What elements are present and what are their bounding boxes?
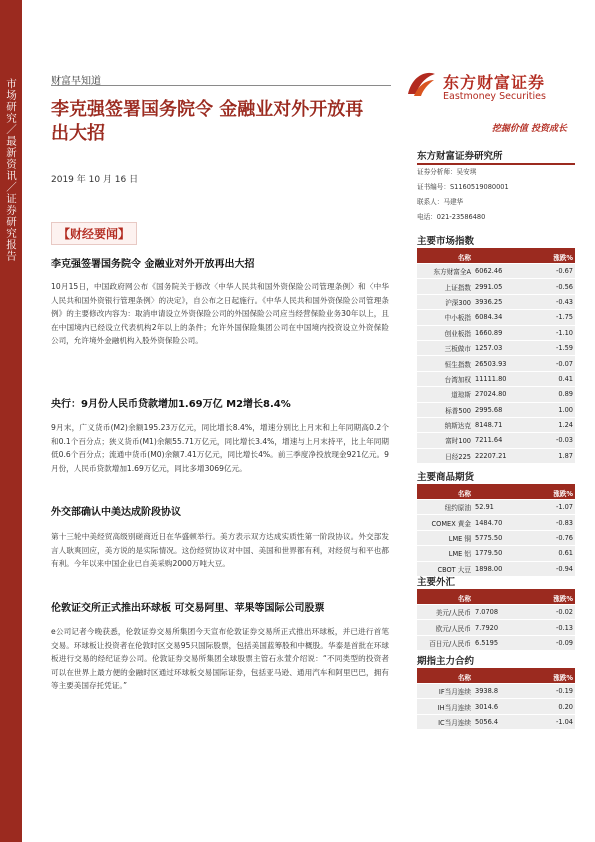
header-cell: 名称 (417, 670, 473, 684)
row-name: 纽约原油 (417, 500, 473, 515)
row-value: 27024.80 (473, 387, 525, 402)
table-header-row (417, 250, 575, 264)
brand-name-en: Eastmoney Securities (443, 91, 546, 102)
row-name: CBOT 大豆 (417, 561, 473, 576)
brand-logo-icon (404, 68, 438, 100)
row-name: 纳斯达克 (417, 417, 473, 432)
row-change: -0.67 (525, 264, 575, 279)
table-row (417, 294, 575, 309)
row-name: IC当月连续 (417, 714, 473, 729)
row-name: 上证指数 (417, 279, 473, 294)
row-value: 5775.50 (473, 530, 525, 545)
news-headline-3: 外交部确认中美达成阶段协议 (51, 507, 181, 518)
analyst-org: 东方财富证券研究所 (417, 150, 575, 165)
fx-table (417, 591, 575, 651)
row-value: 3014.6 (473, 699, 525, 714)
row-change: -0.03 (525, 433, 575, 448)
news-body-3: 第十三轮中美经贸高级别磋商近日在华盛顿举行。美方表示双方达成实质性第一阶段协议。外交部发言人耿爽回应，美方说的是实际情况。这份经贸协议对中国、美国和世界都有利，对经贸与和平也都有利。今年以来中国企业已自美采购2000万吨大豆。 (51, 532, 389, 569)
row-value: 1898.00 (473, 561, 525, 576)
row-change: -1.10 (525, 325, 575, 340)
header-cell: 涨跌% (525, 250, 575, 264)
row-value: 1484.70 (473, 515, 525, 530)
row-value: 5056.4 (473, 714, 525, 729)
row-value: 3936.25 (473, 294, 525, 309)
row-change: -0.83 (525, 515, 575, 530)
table-row (417, 433, 575, 448)
row-value: 2995.68 (473, 402, 525, 417)
row-change: 0.20 (525, 699, 575, 714)
row-name: 三板做市 (417, 340, 473, 355)
row-change: -0.94 (525, 561, 575, 576)
title-divider (51, 85, 391, 86)
table-row (417, 310, 575, 325)
row-change: -0.09 (525, 635, 575, 650)
table-header-row (417, 486, 575, 500)
table-row (417, 561, 575, 576)
news-body-1: 10月15日，中国政府网公布《国务院关于修改〈中华人民共和国外资保险公司管理条例〉和〈中华人民共和国外资银行管理条例〉的决定》，自公布之日起施行。《中华人民共和国外资保险公司管理条例》的主要修改内容为：取消申请设立外资保险公司的外国保险公司应当经营保险业务30年以上，且在中国境内已经设立代表机构2年以上的条件；允许外国保险集团公司在中国境内投资设立外资保险公司，允许境外金融机构入股外资保险公司。 (51, 282, 389, 346)
header-cell (473, 591, 525, 605)
header-cell: 名称 (417, 250, 473, 264)
table-row (417, 714, 575, 729)
table-row (417, 387, 575, 402)
commodity-box (417, 471, 575, 577)
news-body-2: 9月末，广义货币(M2)余额195.23万亿元，同比增长8.4%，增速分别比上月末和上年同期高0.2个和0.1个百分点；狭义货币(M1)余额55.71万亿元，同比增长3.4%，增速与上月末持平，比上年同期低0.6个百分点；流通中货币(M0)余额7.41万亿元，同比增长4%。前三季度净投放现金921亿元。9月份，人民币贷款增加1.69万亿元，同比多增3069亿元。 (51, 423, 389, 473)
row-name: 标普500 (417, 402, 473, 417)
sidebar-category-text: 市场研究／最新资讯／证券研究报告 (5, 78, 17, 262)
row-change: 1.00 (525, 402, 575, 417)
row-change: -0.76 (525, 530, 575, 545)
table-row (417, 530, 575, 545)
table-row (417, 546, 575, 561)
table-row (417, 699, 575, 714)
futures-title: 期指主力合约 (417, 655, 575, 670)
news-headline-2: 央行：9月份人民币贷款增加1.69万亿 M2增长8.4% (51, 399, 291, 410)
table-row (417, 325, 575, 340)
table-header-row (417, 591, 575, 605)
row-value: 11111.80 (473, 371, 525, 386)
row-change: -0.19 (525, 684, 575, 699)
table-row (417, 264, 575, 279)
row-name: 道琼斯 (417, 387, 473, 402)
news-headline-4: 伦敦证交所正式推出环球板 可交易阿里、苹果等国际公司股票 (51, 603, 325, 614)
row-value: 7.7920 (473, 620, 525, 635)
table-row (417, 635, 575, 650)
header-cell: 名称 (417, 486, 473, 500)
commodity-title: 主要商品期货 (417, 471, 575, 486)
analyst-line: 联系人：马建华 (417, 198, 464, 206)
fx-box (417, 576, 575, 651)
analyst-line: 证书编号：S1160519080001 (417, 183, 509, 191)
news-body-4: e公司记者今晚获悉，伦敦证券交易所集团今天宣布伦敦证券交易所正式推出环球板，并已进行首笔交易。环球板让投资者在伦敦时区交易95只国际股票，包括美国蓝筹股和中概股。华泰是首批在环球板进行交易的经纪证券公司。伦敦证券交易所集团全球股票主管石永萱介绍说：“不同类型的投资者可以在世界上最方便的金融时区通过环球板交易国际证券，包括亚马逊、通用汽车和阿里巴巴，拥有等主要美国存托凭证。” (51, 627, 389, 691)
row-value: 7211.64 (473, 433, 525, 448)
row-change: -0.02 (525, 605, 575, 620)
commodity-table (417, 486, 575, 577)
row-change: -0.13 (525, 620, 575, 635)
row-value: 3938.8 (473, 684, 525, 699)
table-row (417, 371, 575, 386)
report-date: 2019 年 10 月 16 日 (51, 175, 139, 185)
row-value: 1779.50 (473, 546, 525, 561)
row-change: -0.56 (525, 279, 575, 294)
table-row (417, 340, 575, 355)
page-title: 李克强签署国务院令 金融业对外开放再出大招 (51, 99, 364, 144)
brand-slogan: 挖掘价值 投资成长 (491, 124, 567, 134)
row-value: 6062.46 (473, 264, 525, 279)
row-change: 1.24 (525, 417, 575, 432)
row-value: 1660.89 (473, 325, 525, 340)
row-value: 1257.03 (473, 340, 525, 355)
row-change: 1.87 (525, 448, 575, 463)
table-row (417, 448, 575, 463)
futures-box (417, 655, 575, 730)
header-cell: 名称 (417, 591, 473, 605)
row-name: LME 铜 (417, 530, 473, 545)
row-name: 沪深300 (417, 294, 473, 309)
table-row (417, 684, 575, 699)
fx-title: 主要外汇 (417, 576, 575, 591)
row-change: -1.59 (525, 340, 575, 355)
row-change: -1.04 (525, 714, 575, 729)
futures-table (417, 670, 575, 730)
row-name: 百日元/人民币 (417, 635, 473, 650)
row-name: IF当月连续 (417, 684, 473, 699)
row-name: IH当月连续 (417, 699, 473, 714)
section-tag: 【财经要闻】 (51, 222, 137, 245)
analyst-box (417, 150, 575, 225)
doc-type-label: 财富早知道 (51, 76, 101, 87)
row-name: 富时100 (417, 433, 473, 448)
row-value: 2991.05 (473, 279, 525, 294)
table-row (417, 515, 575, 530)
row-value: 8148.71 (473, 417, 525, 432)
market-index-title: 主要市场指数 (417, 235, 575, 250)
table-row (417, 402, 575, 417)
row-change: -0.07 (525, 356, 575, 371)
row-change: 0.89 (525, 387, 575, 402)
row-change: -1.75 (525, 310, 575, 325)
row-value: 52.91 (473, 500, 525, 515)
table-row (417, 417, 575, 432)
row-name: LME 铝 (417, 546, 473, 561)
row-name: 美元/人民币 (417, 605, 473, 620)
table-row (417, 620, 575, 635)
table-row (417, 500, 575, 515)
row-change: 0.41 (525, 371, 575, 386)
table-header-row (417, 670, 575, 684)
row-value: 6.5195 (473, 635, 525, 650)
row-name: 日经225 (417, 448, 473, 463)
market-index-table (417, 250, 575, 464)
row-name: 东方财富全A (417, 264, 473, 279)
row-change: -1.07 (525, 500, 575, 515)
table-row (417, 279, 575, 294)
header-cell: 涨跌% (525, 486, 575, 500)
header-cell (473, 486, 525, 500)
row-name: 欧元/人民币 (417, 620, 473, 635)
row-name: COMEX 黄金 (417, 515, 473, 530)
sidebar-band (0, 0, 22, 842)
row-value: 26503.93 (473, 356, 525, 371)
table-row (417, 356, 575, 371)
header-cell: 涨跌% (525, 670, 575, 684)
header-cell (473, 250, 525, 264)
market-index-box (417, 235, 575, 464)
row-change: -0.43 (525, 294, 575, 309)
row-value: 22207.21 (473, 448, 525, 463)
news-headline-1: 李克强签署国务院令 金融业对外开放再出大招 (51, 259, 255, 270)
table-row (417, 605, 575, 620)
row-name: 台湾加权 (417, 371, 473, 386)
row-value: 6084.34 (473, 310, 525, 325)
row-name: 恒生指数 (417, 356, 473, 371)
analyst-line: 电话：021-23586480 (417, 213, 486, 221)
header-cell (473, 670, 525, 684)
row-value: 7.0708 (473, 605, 525, 620)
analyst-line: 证券分析师：吴安琪 (417, 168, 477, 176)
row-name: 中小板指 (417, 310, 473, 325)
row-name: 创业板指 (417, 325, 473, 340)
row-change: 0.61 (525, 546, 575, 561)
header-cell: 涨跌% (525, 591, 575, 605)
brand-name-cn: 东方财富证券 (443, 73, 546, 92)
